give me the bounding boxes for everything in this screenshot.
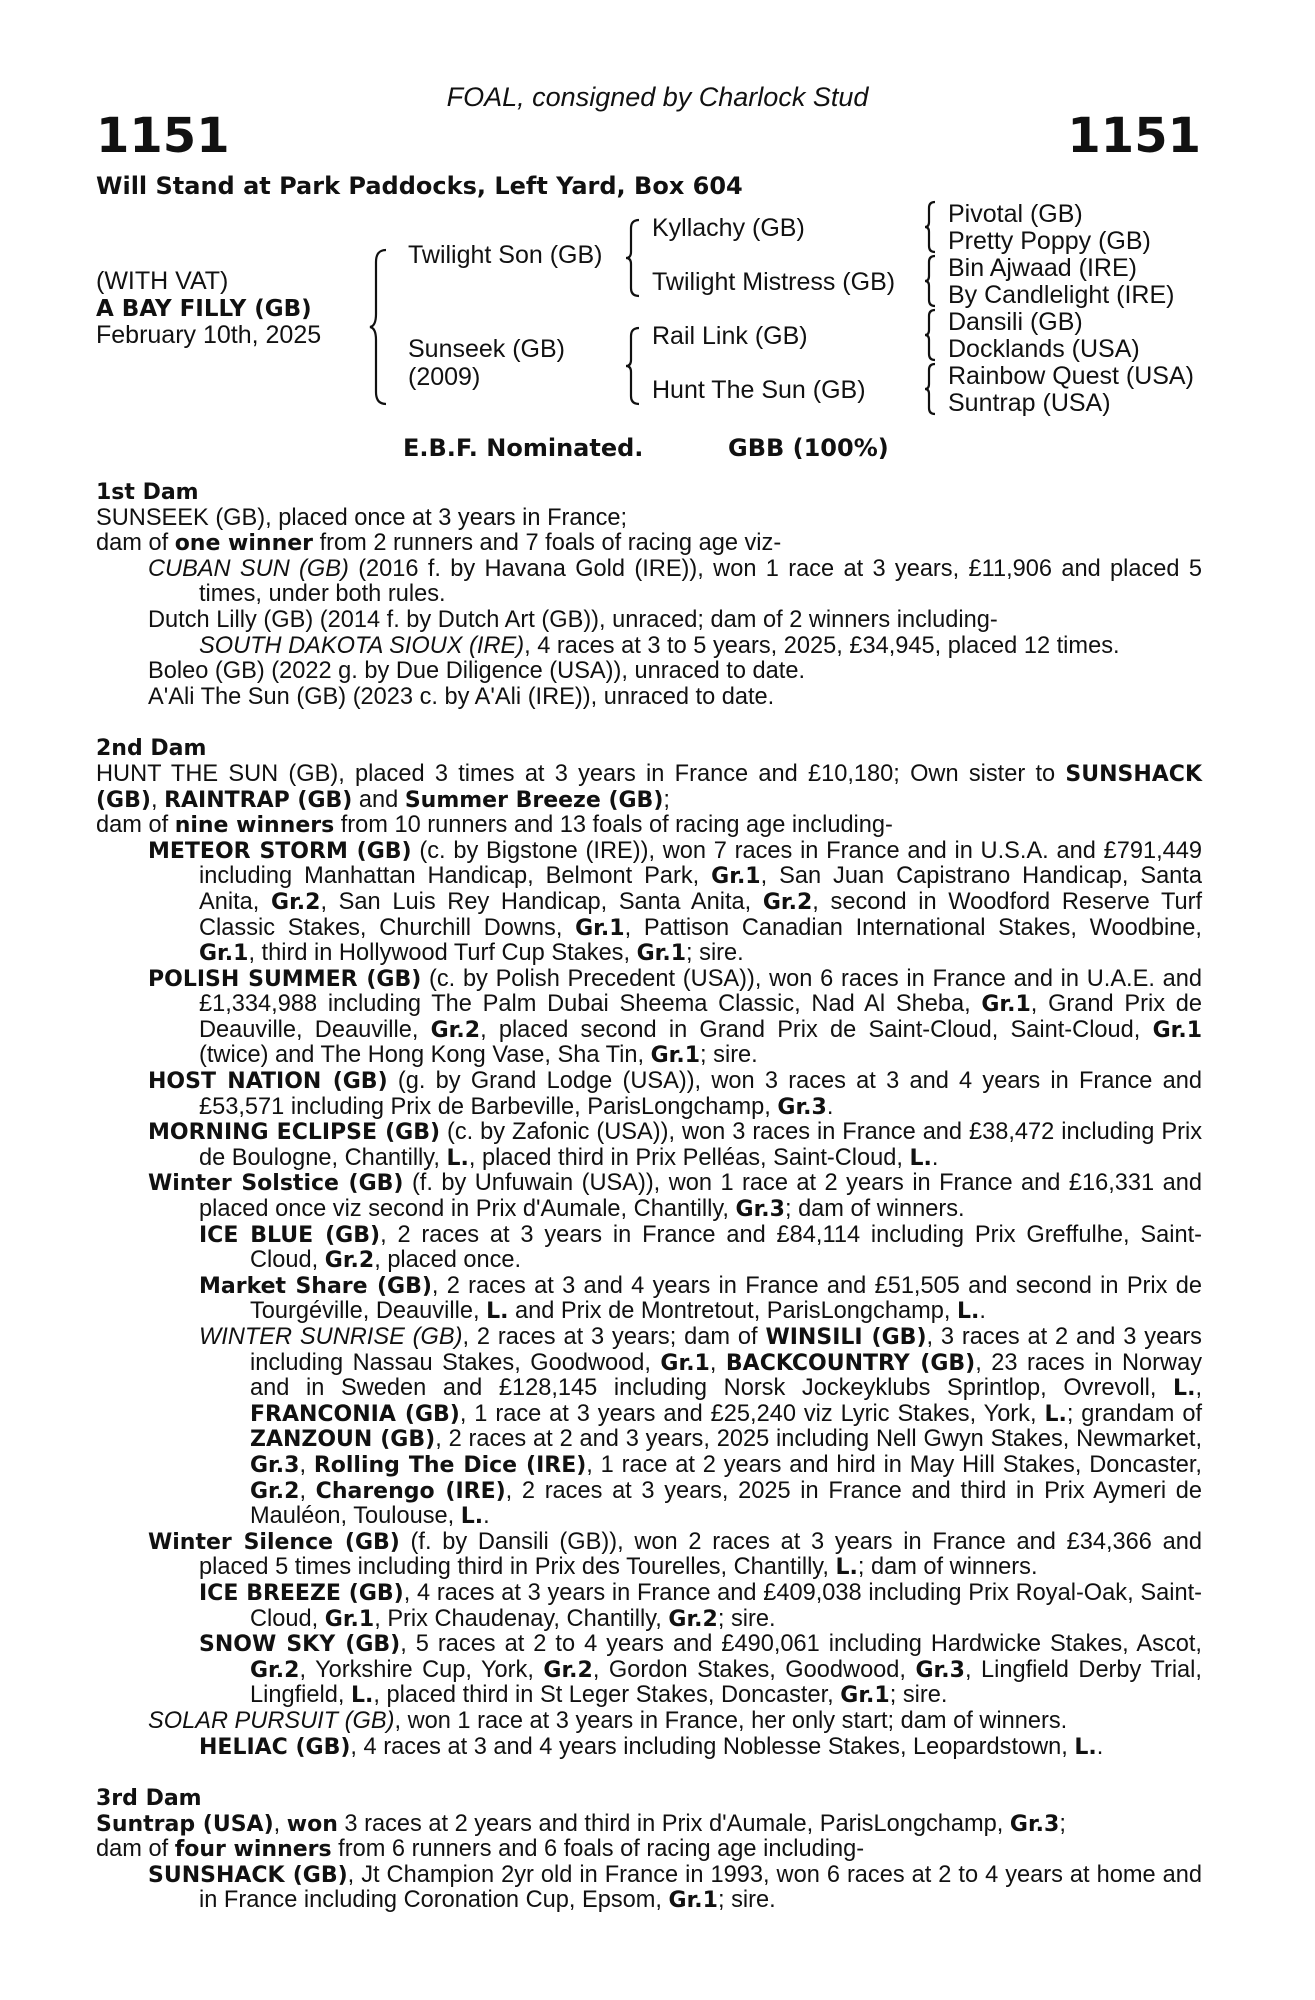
pedigree-brace-g4 xyxy=(923,362,939,416)
catalogue-body xyxy=(96,480,1202,1914)
produce-aali-the-sun: A'Ali The Sun (GB) (2023 c. by A'Ali (IRE)), unraced to date. xyxy=(148,683,775,710)
stand-location: Will Stand at Park Paddocks, Left Yard, Box 604 xyxy=(96,172,743,200)
pedigree-gen4-4: By Candlelight (IRE) xyxy=(948,281,1175,309)
produce-south-dakota-sioux: SOUTH DAKOTA SIOUX (IRE), 4 races at 3 to 5 years, 2025, £34,945, placed 12 times. xyxy=(199,632,1120,659)
pedigree-dam-dam: Hunt The Sun (GB) xyxy=(652,376,866,404)
second-dam-heading: 2nd Dam xyxy=(96,736,207,762)
pedigree-brace-dam xyxy=(624,326,644,406)
pedigree-dam-sire: Rail Link (GB) xyxy=(652,322,808,350)
pedigree-brace-main xyxy=(368,248,392,406)
pedigree-brace-sire xyxy=(624,218,644,298)
produce-polish-summer: POLISH SUMMER (GB) (c. by Polish Precedent (USA)), won 6 races in France and in U.A.E. and £1,334,988 including The Palm Dubai Sheema Classic, Nad Al Sheba, Gr.1, Grand Prix de Deauville, Deauville, Gr.2, placed second in Grand Prix de Saint-Cloud, Saint-Cloud, Gr.1 (twice) and The Hong Kong Vase, Sha Tin, Gr.1; sire. xyxy=(148,965,1202,1069)
pedigree-gen4-2: Pretty Poppy (GB) xyxy=(948,227,1151,255)
produce-morning-eclipse: MORNING ECLIPSE (GB) (c. by Zafonic (USA)), won 3 races in France and £38,472 including Prix de Boulogne, Chantilly, L., placed third in Prix Pelléas, Saint-Cloud, L.. xyxy=(148,1119,1202,1171)
pedigree-gen4-1: Pivotal (GB) xyxy=(948,200,1083,228)
produce-boleo: Boleo (GB) (2022 g. by Due Diligence (USA)), unraced to date. xyxy=(148,658,806,685)
produce-cuban-sun: CUBAN SUN (GB) (2016 f. by Havana Gold (IRE)), won 1 race at 3 years, £11,906 and placed 5 times, under both rules. xyxy=(148,555,1203,608)
produce-sunshack: SUNSHACK (GB), Jt Champion 2yr old in France in 1993, won 6 races at 2 to 4 years at home and in France including Coronation Cup, Epsom, Gr.1; sire. xyxy=(148,1861,1202,1914)
second-dam-intro: HUNT THE SUN (GB), placed 3 times at 3 years in France and £10,180; Own sister to SUNSHACK (GB), RAINTRAP (GB) and Summer Breeze (GB); xyxy=(96,760,1202,813)
pedigree-gen4-7: Rainbow Quest (USA) xyxy=(948,362,1194,390)
first-dam-produce: dam of one winner from 2 runners and 7 foals of racing age viz- xyxy=(96,530,782,557)
pedigree-dam: Sunseek (GB) xyxy=(408,335,566,363)
pedigree-dam-year: (2009) xyxy=(408,363,481,391)
pedigree-brace-g3 xyxy=(923,308,939,362)
ebf-nomination: E.B.F. Nominated. xyxy=(403,434,644,462)
vat-note: (WITH VAT) xyxy=(96,267,229,295)
produce-meteor-storm: METEOR STORM (GB) (c. by Bigstone (IRE)), won 7 races in France and in U.S.A. and £791,449 including Manhattan Handicap, Belmont Park, Gr.1, San Juan Capistrano Handicap, Santa Anita, Gr.2, San Luis Rey Handicap, Santa Anita, Gr.2, second in Woodford Reserve Turf Classic Stakes, Churchill Downs, Gr.1, Pattison Canadian International Stakes, Woodbine, Gr.1, third in Hollywood Turf Cup Stakes, Gr.1; sire. xyxy=(148,837,1203,967)
pedigree-gen4-8: Suntrap (USA) xyxy=(948,389,1111,417)
pedigree-sire-sire: Kyllachy (GB) xyxy=(652,214,805,242)
pedigree-brace-g2 xyxy=(923,254,939,308)
consignor-line: FOAL, consigned by Charlock Stud xyxy=(446,82,869,112)
first-dam-intro: SUNSEEK (GB), placed once at 3 years in France; xyxy=(96,504,628,531)
produce-ice-blue: ICE BLUE (GB), 2 races at 3 years in France and £84,114 including Prix Greffulhe, Saint-Cloud, Gr.2, placed once. xyxy=(199,1221,1202,1274)
produce-solar-pursuit: SOLAR PURSUIT (GB), won 1 race at 3 years in France, her only start; dam of winners. xyxy=(148,1707,1068,1734)
produce-heliac: HELIAC (GB), 4 races at 3 and 4 years including Noblesse Stakes, Leopardstown, L.. xyxy=(199,1733,1104,1760)
pedigree-gen4-3: Bin Ajwaad (IRE) xyxy=(948,254,1137,282)
produce-winter-sunrise: WINTER SUNRISE (GB), 2 races at 3 years; dam of WINSILI (GB), 3 races at 2 and 3 years including Nassau Stakes, Goodwood, Gr.1, BACKCOUNTRY (GB), 23 races in Norway and in Sweden and £128,145 including Norsk Jockeyklubs Sprintlop, Ovrevoll, L., FRANCONIA (GB), 1 race at 3 years and £25,240 viz Lyric Stakes, York, L.; grandam of ZANZOUN (GB), 2 races at 2 and 3 years, 2025 including Nell Gwyn Stakes, Newmarket, Gr.3, Rolling The Dice (IRE), 1 race at 2 years and hird in May Hill Stakes, Doncaster, Gr.2, Charengo (IRE), 2 races at 3 years, 2025 in France and third in Prix Aymeri de Mauléon, Toulouse, L.. xyxy=(199,1324,1203,1530)
pedigree-gen4-6: Docklands (USA) xyxy=(948,335,1140,363)
first-dam-heading: 1st Dam xyxy=(96,480,199,505)
lot-number-left: 1151 xyxy=(96,108,230,164)
produce-market-share: Market Share (GB), 2 races at 3 and 4 years in France and £51,505 and second in Prix de Tourgéville, Deauville, L. and Prix de Montretout, ParisLongchamp, L.. xyxy=(199,1272,1202,1325)
third-dam-intro: Suntrap (USA), won 3 races at 2 years and third in Prix d'Aumale, ParisLongchamp, Gr.3; xyxy=(96,1810,1066,1837)
foaling-date: February 10th, 2025 xyxy=(96,321,322,349)
pedigree-sire-dam: Twilight Mistress (GB) xyxy=(652,268,896,296)
pedigree-brace-g1 xyxy=(923,200,939,254)
produce-snow-sky: SNOW SKY (GB), 5 races at 2 to 4 years and £490,061 including Hardwicke Stakes, Ascot, Gr.2, Yorkshire Cup, York, Gr.2, Gordon Stakes, Goodwood, Gr.3, Lingfield Derby Trial, Lingfield, L., placed third in St Leger Stakes, Doncaster, Gr.1; sire. xyxy=(199,1631,1202,1709)
second-dam-produce: dam of nine winners from 10 runners and 13 foals of racing age including- xyxy=(96,812,893,839)
produce-winter-silence: Winter Silence (GB) (f. by Dansili (GB)), won 2 races at 3 years in France and £34,366 and placed 5 times including third in Prix des Tourelles, Chantilly, L.; dam of winners. xyxy=(148,1528,1202,1581)
third-dam-heading: 3rd Dam xyxy=(96,1786,202,1812)
pedigree-gen4-5: Dansili (GB) xyxy=(948,308,1083,336)
gbb-status: GBB (100%) xyxy=(728,434,889,462)
lot-number-right: 1151 xyxy=(1067,108,1201,164)
produce-host-nation: HOST NATION (GB) (g. by Grand Lodge (USA)), won 3 races at 3 and 4 years in France and £53,571 including Prix de Barbeville, ParisLongchamp, Gr.3. xyxy=(148,1068,1202,1120)
horse-name: A BAY FILLY (GB) xyxy=(96,296,312,322)
produce-ice-breeze: ICE BREEZE (GB), 4 races at 3 years in France and £409,038 including Prix Royal-Oak, Saint-Cloud, Gr.1, Prix Chaudenay, Chantilly, Gr.2; sire. xyxy=(199,1579,1202,1632)
produce-dutch-lilly: Dutch Lilly (GB) (2014 f. by Dutch Art (GB)), unraced; dam of 2 winners including- xyxy=(148,606,998,633)
pedigree-sire: Twilight Son (GB) xyxy=(408,241,603,269)
produce-winter-solstice: Winter Solstice (GB) (f. by Unfuwain (USA)), won 1 race at 2 years in France and £16,331 and placed once viz second in Prix d'Aumale, Chantilly, Gr.3; dam of winners. xyxy=(148,1170,1203,1223)
third-dam-produce: dam of four winners from 6 runners and 6 foals of racing age including- xyxy=(96,1836,865,1863)
